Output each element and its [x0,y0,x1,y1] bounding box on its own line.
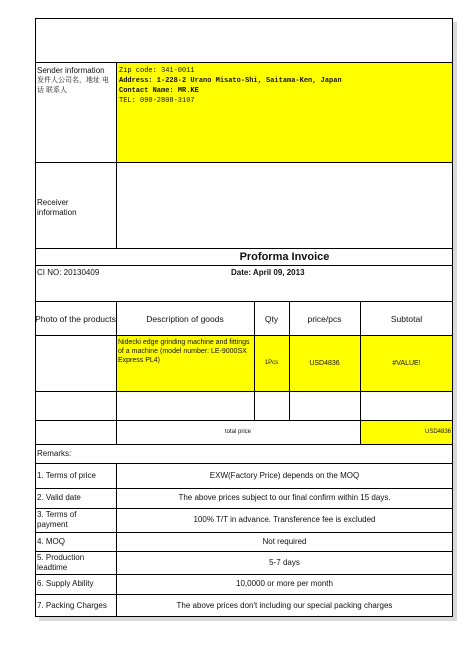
row1-qty: 1Pcs [264,359,279,366]
grid-line [116,62,117,248]
remark-value: 10,0000 or more per month [236,579,333,588]
sender-label-en: Sender information [37,66,105,75]
row1-subtotal: #VALUE! [392,359,421,367]
sender-address: Address: 1-228-2 Urano Misato-Shi, Saitama-Ken, Japan [119,77,342,85]
header-qty: Qty [264,313,279,324]
remark-value: The above prices subject to our final confirm within 15 days. [178,493,391,502]
sender-tel: TEL: 090-2808-3107 [119,97,195,105]
header-photo: Photo of the products [35,313,116,324]
total-label: total price [224,429,251,435]
sender-details [119,66,451,156]
sender-zip: Zip code: 341-0011 [119,67,195,75]
sender-label-cn: 发件人公司名，地址 电话 联系人 [37,77,109,94]
remarks-label: Remarks: [37,448,72,458]
remark-term: 1. Terms of price [37,470,96,480]
total-value: USD4836 [424,429,451,435]
grid-line [35,162,453,163]
header-description: Description of goods [146,313,224,324]
row1-description: Nidecki edge grinding machine and fittings of a machine (model number: LE-9000SX Express PL4) [118,339,250,364]
ci-number: CI NO: 20130409 [37,268,100,277]
invoice-sheet [35,18,453,617]
remark-term: 2. Valid date [37,493,81,502]
page-shadow-bottom [39,617,457,621]
grid-line [35,391,453,392]
grid-line [35,265,453,266]
remark-value: 100% T/T in advance. Transference fee is excluded [193,515,376,524]
sender-label [37,66,115,106]
row1-price: USD4836 [309,359,340,367]
remark-term: 5. Production leadtime [37,552,85,572]
remark-term: 7. Packing Charges [37,600,107,610]
header-subtotal: Subtotal [390,313,423,324]
remark-term: 3. Terms of payment [37,510,77,529]
sender-contact: Contact Name: MR.KE [119,87,199,95]
page-shadow-right [453,22,457,621]
remark-value: 5-7 days [269,557,300,567]
remark-value: The above prices don't including our special packing charges [176,600,393,610]
grid-line [35,62,453,63]
remark-term: 6. Supply Ability [37,579,94,588]
receiver-label: Receiver information [37,198,77,217]
header-price: price/pcs [307,313,342,324]
remark-term: 4. MOQ [37,536,66,546]
remark-value: EXW(Factory Price) depends on the MOQ [209,470,360,480]
invoice-date: Date: April 09, 2013 [231,268,305,277]
invoice-title: Proforma Invoice [239,250,330,263]
remark-value: Not required [262,536,307,546]
